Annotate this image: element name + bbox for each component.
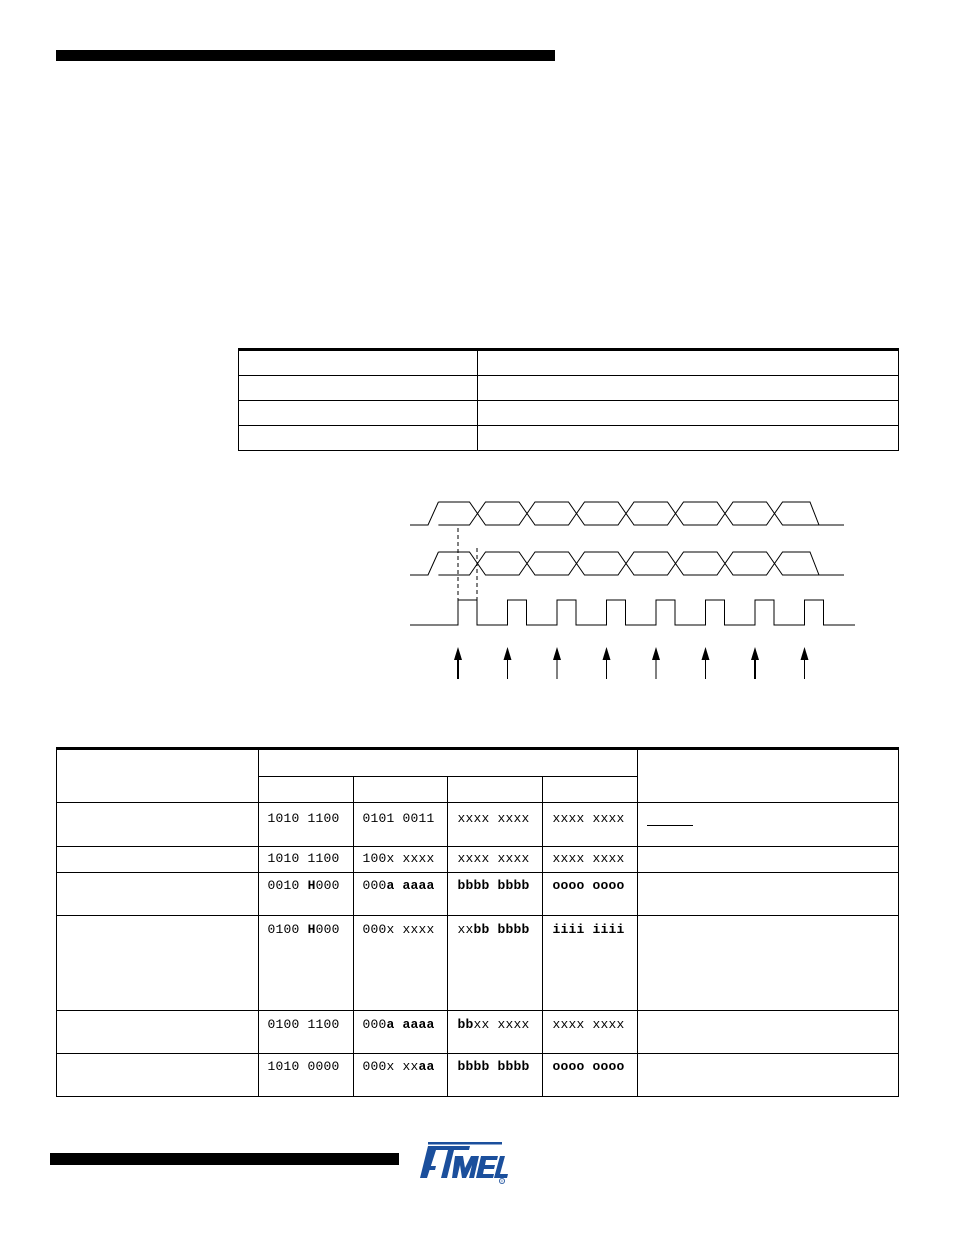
bit-field: xxxx xxxx xyxy=(552,811,625,826)
bold-bit-field: a aaaa xyxy=(386,1017,435,1032)
byte-4-cell xyxy=(543,847,637,867)
sample-arrow-icon xyxy=(702,647,710,660)
bit-field: 000 xyxy=(362,878,387,893)
byte-2-cell xyxy=(354,803,448,827)
atmel-logo xyxy=(414,1138,509,1184)
sample-arrow-icon xyxy=(603,647,611,660)
bit-field: 0101 0011 xyxy=(362,811,435,826)
clock-waveform xyxy=(410,600,855,625)
bit-field: 000 xyxy=(362,1017,387,1032)
bold-bit-field: bbbb bbbb xyxy=(457,1059,530,1074)
byte-1-cell xyxy=(259,916,353,938)
data-in-waveform-lower xyxy=(438,564,819,576)
bit-field: 000x xxxx xyxy=(362,922,435,937)
byte-3-cell xyxy=(448,1054,542,1075)
byte-2-cell xyxy=(354,1011,448,1033)
bold-bit-field: H xyxy=(307,922,316,937)
bit-field: 000 xyxy=(315,878,340,893)
data-out-waveform-lower xyxy=(438,514,819,526)
bit-field: 1010 1100 xyxy=(267,811,340,826)
table-row xyxy=(57,847,899,873)
bold-bit-field: iiii iiii xyxy=(552,922,625,937)
sample-arrow-icon xyxy=(751,647,759,660)
table-row xyxy=(57,1054,899,1097)
byte-4-cell xyxy=(543,873,637,894)
bold-bit-field: bb xyxy=(457,1017,474,1032)
byte-1-cell xyxy=(259,873,353,894)
instruction-set-table xyxy=(56,747,899,1097)
data-out-waveform-upper xyxy=(410,502,844,525)
serial-timing-diagram xyxy=(405,490,865,685)
bold-bit-field: aa xyxy=(418,1059,435,1074)
header-rule xyxy=(56,50,555,61)
table-row xyxy=(57,916,899,1011)
bit-field: xxxx xxxx xyxy=(552,851,625,866)
sample-arrow-icon xyxy=(553,647,561,660)
bit-field: 000 xyxy=(315,922,340,937)
bit-field: 000x xx xyxy=(362,1059,419,1074)
byte-2-cell xyxy=(354,873,448,894)
byte-1-cell xyxy=(259,1054,353,1075)
byte-4-cell xyxy=(543,803,637,827)
bit-field: xxxx xxxx xyxy=(457,811,530,826)
table-row xyxy=(239,401,899,426)
byte-3-cell xyxy=(448,1011,542,1033)
bit-field: 1010 0000 xyxy=(267,1059,340,1074)
sample-arrow-icon xyxy=(454,647,462,660)
byte-3-cell xyxy=(448,873,542,894)
bit-field: 0010 xyxy=(267,878,308,893)
sample-arrow-icon xyxy=(652,647,660,660)
bit-field: xx xyxy=(457,922,474,937)
byte-2-cell xyxy=(354,916,448,938)
footer-rule xyxy=(50,1153,399,1165)
bold-bit-field: oooo oooo xyxy=(552,1059,625,1074)
byte-2-cell xyxy=(354,847,448,867)
bit-field: 0100 xyxy=(267,922,308,937)
bold-bit-field: oooo oooo xyxy=(552,878,625,893)
bold-bit-field: bb bbbb xyxy=(473,922,530,937)
table-row xyxy=(57,1011,899,1054)
byte-1-cell xyxy=(259,1011,353,1033)
sample-arrow-icon xyxy=(504,647,512,660)
table-row xyxy=(239,426,899,451)
bold-bit-field: a aaaa xyxy=(386,878,435,893)
bit-field: 0100 1100 xyxy=(267,1017,340,1032)
bit-field: xxxx xxxx xyxy=(457,851,530,866)
table-row xyxy=(57,873,899,916)
registered-mark: ® xyxy=(500,1179,504,1184)
bold-bit-field: H xyxy=(307,878,316,893)
byte-1-cell xyxy=(259,847,353,867)
byte-1-cell xyxy=(259,803,353,827)
table-header-row xyxy=(57,749,899,777)
byte-3-cell xyxy=(448,916,542,938)
byte-4-cell xyxy=(543,916,637,938)
bit-field: 100x xxxx xyxy=(362,851,435,866)
data-in-waveform-upper xyxy=(410,552,844,575)
byte-4-cell xyxy=(543,1011,637,1033)
byte-4-cell xyxy=(543,1054,637,1075)
byte-3-cell xyxy=(448,803,542,827)
bit-field: xxxx xxxx xyxy=(552,1017,625,1032)
bit-field: xx xxxx xyxy=(473,1017,530,1032)
table-row xyxy=(57,803,899,847)
sample-arrow-icon xyxy=(801,647,809,660)
byte-3-cell xyxy=(448,847,542,867)
table-header-row xyxy=(239,350,899,376)
overline-mark xyxy=(647,825,693,826)
bold-bit-field: bbbb bbbb xyxy=(457,878,530,893)
parameter-table xyxy=(238,348,899,451)
table-row xyxy=(239,376,899,401)
byte-2-cell xyxy=(354,1054,448,1075)
bit-field: 1010 1100 xyxy=(267,851,340,866)
